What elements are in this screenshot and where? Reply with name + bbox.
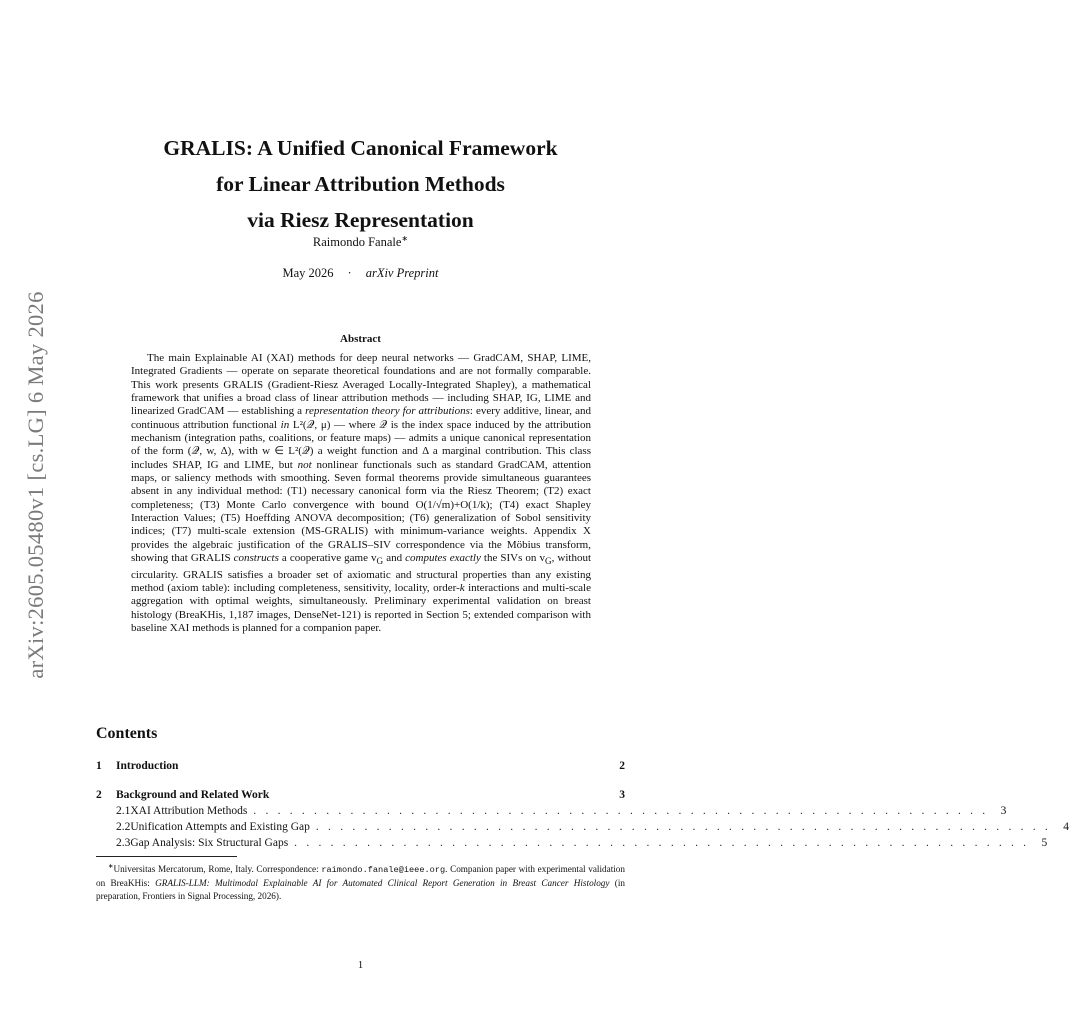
- toc-title: Background and Related Work: [116, 789, 270, 801]
- abstract-heading: Abstract: [340, 333, 381, 345]
- footnote-mark: ∗: [108, 863, 114, 870]
- footnote: [96, 861, 625, 902]
- toc-title: Unification Attempts and Existing Gap: [130, 821, 310, 833]
- abstract-subscript: G: [376, 556, 384, 567]
- correspondence-email-link[interactable]: raimondo.fanale@ieee.org: [321, 865, 446, 876]
- title-line-2: for Linear Attribution Methods: [216, 172, 505, 196]
- toc-number: 2.1: [116, 805, 131, 817]
- abstract-emphasis: k: [459, 582, 465, 595]
- toc-leader-dots: . . . . . . . . . . . . . . . . . . . . . . . . . . . . . . . . . . . . . . . . . . . . . . . . . . . . . . . . . . . . .: [294, 837, 1030, 849]
- date-line: [0, 266, 721, 281]
- contents-heading: Contents: [96, 725, 158, 742]
- abstract-body: [131, 352, 591, 635]
- abstract-emphasis: constructs: [233, 552, 279, 565]
- toc-leader-dots: . . . . . . . . . . . . . . . . . . . . . . . . . . . . . . . . . . . . . . . . . . . . . . . . . . . . . . . . . . . . .: [315, 821, 1051, 833]
- preprint-label: arXiv Preprint: [365, 266, 439, 280]
- toc-title: Introduction: [116, 760, 179, 772]
- footnote-text: Universitas Mercatorum, Rome, Italy. Correspondence:: [113, 864, 322, 875]
- toc-entry-xai-methods[interactable]: [96, 805, 1007, 817]
- toc-page: 5: [1041, 837, 1048, 849]
- abstract-text: and: [383, 552, 406, 565]
- abstract-text: : every additive, linear, and continuous attribution functional: [131, 405, 591, 431]
- abstract-subscript: G: [544, 556, 552, 567]
- toc-entry-gap-analysis[interactable]: [96, 837, 1048, 849]
- footnote-divider: [96, 856, 237, 857]
- footnote-text: (in preparation, Frontiers in Signal Processing, 2026).: [96, 877, 625, 901]
- arxiv-id-text: arXiv:2605.05480v1 [cs.LG] 6 May 2026: [23, 291, 48, 679]
- arxiv-side-identifier: [20, 291, 52, 679]
- title-line-1: GRALIS: A Unified Canonical Framework: [163, 136, 558, 160]
- date-text: May 2026: [282, 266, 334, 280]
- abstract-text: L²(𝒬, μ) — where 𝒬 is the index space induced by the attribution mechanism (integration paths, coalitions, or feature maps) — admits a unique canonical representation of the form (𝒬, w, Δ), with w ∈ L²(𝒬) a weight function and Δ a marginal contribution. This class includes SHAP, IG and LIME, but: [131, 418, 591, 471]
- toc-page: 4: [1063, 821, 1069, 833]
- author-line: [0, 234, 721, 250]
- page-number: 1: [357, 959, 364, 971]
- abstract-emphasis: computes exactly: [405, 552, 481, 565]
- toc-title: Gap Analysis: Six Structural Gaps: [130, 837, 289, 849]
- toc-leader-dots: . . . . . . . . . . . . . . . . . . . . . . . . . . . . . . . . . . . . . . . . . . . . . . . . . . . . . . . . . . . . .: [253, 805, 989, 817]
- abstract-emphasis: not: [297, 458, 312, 471]
- toc-entry-background[interactable]: [96, 789, 625, 801]
- toc-title: XAI Attribution Methods: [130, 805, 248, 817]
- companion-paper-title: GRALIS-LLM: Multimodal Explainable AI for Automated Clinical Report Generation in Breast Cancer Histology: [155, 877, 610, 888]
- toc-page: 2: [619, 760, 625, 772]
- author-name: Raimondo Fanale: [312, 235, 402, 250]
- toc-number: 1: [96, 760, 102, 772]
- toc-number: 2.3: [116, 837, 131, 849]
- footnote-text: . Companion paper with experimental validation on BreaKHis:: [96, 864, 625, 888]
- abstract-text: nonlinear functionals such as standard GradCAM, attention maps, or saliency methods with smoothing. Seven formal theorems provide simultaneous guarantees absent in any individual method: (T1) necessary canonical form via the Riesz Theorem; (T2) exact completeness; (T3) Monte Carlo convergence with bound O(1/√m)+O(1/k); (T4) exact Shapley Interaction Values; (T5) Hoeffding ANOVA decomposition; (T6) generalization of Sobol sensitivity indices; (T7) multi-scale extension (MS-GRALIS) with minimum-variance weights. Appendix X provides the algebraic justification of the GRALIS–SIV correspondence via the Möbius transform, showing that GRALIS: [131, 458, 591, 565]
- toc-page: 3: [1000, 805, 1007, 817]
- toc-number: 2.2: [116, 821, 131, 833]
- abstract-emphasis: in: [280, 418, 290, 431]
- abstract-text: interactions and multi-scale aggregation with optimal weights, simultaneously. Preliminary experimental validation on breast histology (BreaKHis, 1,187 images, DenseNet-121) is reported in Section 5; extended comparison with baseline XAI methods is planned for a companion paper.: [131, 582, 591, 635]
- toc-page: 3: [619, 789, 625, 801]
- paper-title: [0, 130, 721, 238]
- date-separator: ·: [347, 266, 352, 280]
- title-line-3: via Riesz Representation: [247, 208, 474, 232]
- abstract-text: a cooperative game v: [278, 552, 377, 565]
- abstract-text: the SIVs on v: [480, 552, 545, 565]
- abstract-emphasis: representation theory for attributions: [305, 405, 470, 418]
- toc-entry-introduction[interactable]: [96, 760, 625, 772]
- toc-entry-unification[interactable]: [96, 821, 1069, 833]
- toc-number: 2: [96, 789, 102, 801]
- abstract-text: , without circularity. GRALIS satisfies a broader set of axiomatic and structural properties than any existing method (axiom table): including completeness, sensitivity, locality, order-: [131, 552, 591, 595]
- author-footnote-mark: ∗: [401, 234, 409, 243]
- abstract-text: The main Explainable AI (XAI) methods for deep neural networks — GradCAM, SHAP, LIME, Integrated Gradients — operate on separate theoretical foundations and are not formally comparable. This work presents GRALIS (Gradient-Riesz Averaged Locally-Integrated Shapley), a mathematical framework that unifies a broad class of linear attribution methods — including SHAP, IG, LIME and linearized GradCAM — establishing a: [131, 352, 591, 418]
